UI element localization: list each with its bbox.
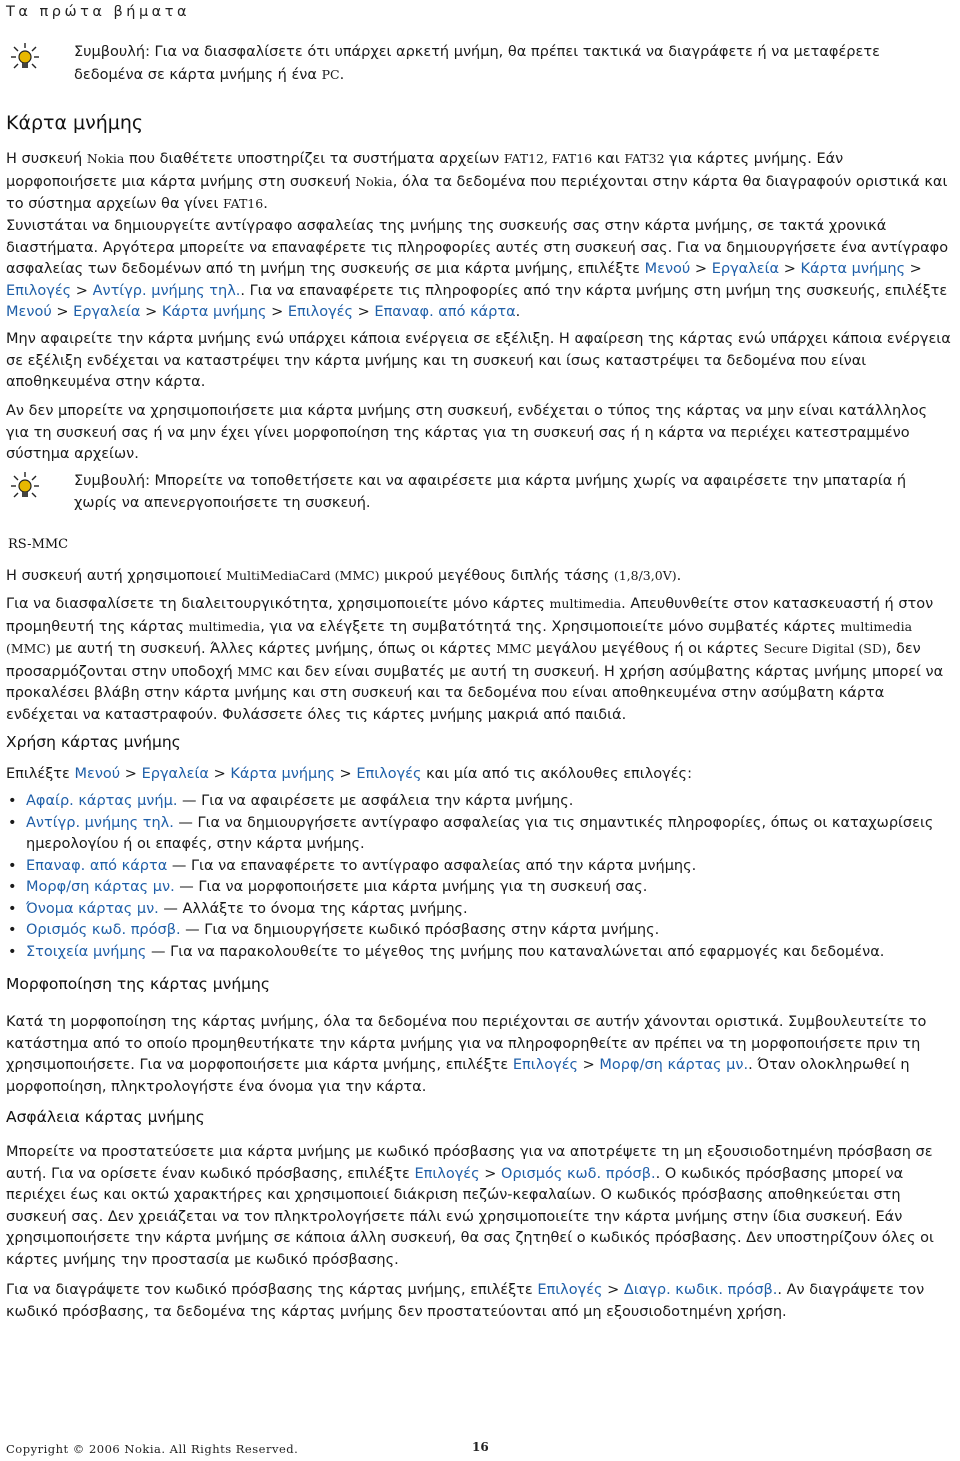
tip-label: Συμβουλή: xyxy=(74,473,150,489)
menu-path-item: Επιλογές xyxy=(287,304,354,320)
menu-path-item: Επιλογές xyxy=(6,282,72,299)
option-name: Επαναφ. από κάρτα xyxy=(26,857,168,874)
menu-path-item: Εργαλεία xyxy=(73,304,141,320)
menu-path-item: Κάρτα μνήμης xyxy=(161,304,267,320)
paragraph: Επιλέξτε Μενού > Εργαλεία > Κάρτα μνήμης > Επιλογές και μία από τις ακόλουθες επιλογές: xyxy=(6,766,692,782)
menu-path-item: Επιλογές xyxy=(512,1057,579,1073)
paragraph: Για να διαγράψετε τον κωδικό πρόσβασης της κάρτας μνήμης, επιλέξτε Επιλογές > Διαγρ. κωδικ. πρόσβ.. Αν διαγράψετε τον κωδικό πρόσβασης, τα δεδομένα της κάρτας μνήμης δεν προστατεύονται από μη εξουσιοδοτημένη χρήση. xyxy=(6,1282,925,1320)
option-name: Μορφ/ση κάρτας μν. xyxy=(26,879,175,895)
menu-path-item: Επιλογές xyxy=(356,766,422,782)
menu-path-item: Κάρτα μνήμης xyxy=(800,261,906,277)
paragraph: Μπορείτε να προστατεύσετε μια κάρτα μνήμης με κωδικό πρόσβασης για να αποτρέψετε τη μη εξουσιοδοτημένη πρόσβαση σε αυτή. Για να ορίσετε έναν κωδικό πρόσβασης, επιλέξτε Επιλογές > Ορισμός κωδ. πρόσβ.. Ο κωδικός πρόσβασης μπορεί να περιέχει έως και οκτώ χαρακτήρες και χρησιμοποιεί διάκριση πεζών-κεφαλαίων. Ο κωδικός πρόσβασης αποθηκεύεται στη συσκευή σας. Δεν χρειάζεται να τον πληκτρολογήσετε πάλι ενώ χρησιμοποιείτε την κάρτα μνήμης στην ίδια συσκευή. Εάν χρησιμοποιήσετε την κάρτα μνήμης σε κάποια άλλη συσκευή, θα σας ζητηθεί ο κωδικός πρόσβασης. Δεν υποστηρίζουν όλες οι κάρτες μνήμης την προστασία με κωδικό πρόσβασης. xyxy=(6,1144,934,1268)
paragraph: Για να διασφαλίσετε τη διαλειτουργικότητα, χρησιμοποιείτε μόνο κάρτες multimedia. Απευθυνθείτε στον κατασκευαστή ή στον προμηθευτή της κάρτας multimedia, για να ελέγξετε τη συμβατότητά της. Χρησιμοποιείτε μόνο συμβατές κάρτες multimedia (MMC) με αυτή τη συσκευή. Άλλες κάρτες μνήμης, όπως οι κάρτες MMC μεγάλου μεγέθους ή οι κάρτες Secure Digital (SD), δεν προσαρμόζονται στην υποδοχή MMC και δεν είναι συμβατές με αυτή τη συσκευή. Η χρήση ασύμβατης κάρτας μνήμης μπορεί να προκαλέσει βλάβη στην κάρτα μνήμης και στη συσκευή και τα δεδομένα που είναι αποθηκευμένα στην ασύμβατη κάρτα ενδέχεται να καταστραφούν. Φυλάσσετε όλες τις κάρτες μνήμης μακριά από παιδιά. xyxy=(6,596,944,723)
paragraph: Αν δεν μπορείτε να χρησιμοποιήσετε μια κάρτα μνήμης στη συσκευή, ενδέχεται ο τύπος της κάρτας να μην είναι κατάλληλος για τη συσκευή σας ή να μην έχει γίνει μορφοποίηση της κάρτας για τη συσκευή σας ή η κάρτα να περιέχει κατεστραμμένο σύστημα αρχείων. xyxy=(6,403,928,462)
option-name: Ορισμός κωδ. πρόσβ. xyxy=(26,922,181,938)
menu-path-item: Μορφ/ση κάρτας μν. xyxy=(599,1057,749,1073)
option-name: Όνομα κάρτας μν. xyxy=(26,900,159,917)
lightbulb-icon xyxy=(10,471,40,503)
option-name: Αφαίρ. κάρτας μνήμ. xyxy=(26,793,178,809)
menu-path-item: Μενού xyxy=(6,304,52,320)
menu-path-item: Κάρτα μνήμης xyxy=(230,766,335,782)
option-list xyxy=(6,791,952,963)
subsection-title: Ασφάλεια κάρτας μνήμης xyxy=(6,1108,205,1126)
option-name: Αντίγρ. μνήμης τηλ. xyxy=(26,814,174,831)
lightbulb-icon xyxy=(10,42,40,74)
list-item: • Όνομα κάρτας μν. — Αλλάξτε το όνομα της κάρτας μνήμης. xyxy=(6,899,952,921)
menu-path-item: Διαγρ. κωδικ. πρόσβ. xyxy=(623,1282,778,1298)
menu-path-item: Εργαλεία xyxy=(141,766,209,782)
section-title: Κάρτα μνήμης xyxy=(6,112,144,134)
list-item: • Ορισμός κωδ. πρόσβ. — Για να δημιουργήσετε κωδικό πρόσβασης στην κάρτα μνήμης. xyxy=(6,920,952,942)
menu-path-item: Αντίγρ. μνήμης τηλ. xyxy=(92,282,241,299)
list-item: • Επαναφ. από κάρτα — Για να επαναφέρετε το αντίγραφο ασφαλείας από την κάρτα μνήμης. xyxy=(6,856,952,878)
menu-path-item: Επιλογές xyxy=(537,1282,603,1298)
copyright: Copyright © 2006 Nokia. All Rights Reserved. xyxy=(6,1442,299,1456)
side-heading: RS-MMC xyxy=(8,537,69,552)
tip-label: Συμβουλή: xyxy=(74,44,150,60)
subsection-title: Χρήση κάρτας μνήμης xyxy=(6,733,181,751)
paragraph: Η συσκευή αυτή χρησιμοποιεί MultiMediaCard (MMC) μικρού μεγέθους διπλής τάσης (1,8/3,0V). xyxy=(6,568,682,584)
option-name: Στοιχεία μνήμης xyxy=(26,943,147,960)
paragraph: Συνιστάται να δημιουργείτε αντίγραφο ασφαλείας της μνήμης της συσκευής σας στην κάρτα μνήμης, σε τακτά χρονικά διαστήματα. Αργότερα μπορείτε να επαναφέρετε τις πληροφορίες αυτές στη συσκευή σας. Για να δημιουργήσετε ένα αντίγραφο ασφαλείας των δεδομένων από τη μνήμη της συσκευής σε μια κάρτα μνήμης, επιλέξτε Μενού > Εργαλεία > Κάρτα μνήμης > Επιλογές > Αντίγρ. μνήμης τηλ.. Για να επαναφέρετε τις πληροφορίες από την κάρτα μνήμης στη μνήμη της συσκευής, επιλέξτε Μενού > Εργαλεία > Κάρτα μνήμης > Επιλογές > Επαναφ. από κάρτα. xyxy=(6,218,949,320)
list-item: • Αφαίρ. κάρτας μνήμ. — Για να αφαιρέσετε με ασφάλεια την κάρτα μνήμης. xyxy=(6,791,952,813)
list-item: • Μορφ/ση κάρτας μν. — Για να μορφοποιήσετε μια κάρτα μνήμης για τη συσκευή σας. xyxy=(6,877,952,899)
chapter-header: Τα πρώτα βήματα xyxy=(6,4,191,20)
list-item: • Αντίγρ. μνήμης τηλ. — Για να δημιουργήσετε αντίγραφο ασφαλείας για τις σημαντικές πληροφορίες, όπως οι καταχωρίσεις ημερολογίου ή οι επαφές, στην κάρτα μνήμης. xyxy=(6,813,952,856)
menu-path-item: Μενού xyxy=(74,766,121,782)
paragraph: Μην αφαιρείτε την κάρτα μνήμης ενώ υπάρχει κάποια ενέργεια σε εξέλιξη. Η αφαίρεση της κάρτας ενώ υπάρχει κάποια ενέργεια σε εξέλιξη ενδέχεται να καταστρέψει την κάρτα μνήμης και τη συσκευή και ίσως καταστρέψει τα δεδομένα που είναι αποθηκευμένα στην κάρτα. xyxy=(6,331,951,390)
menu-path-item: Επαναφ. από κάρτα xyxy=(374,304,516,320)
menu-path-item: Επιλογές xyxy=(414,1165,480,1182)
paragraph: Κατά τη μορφοποίηση της κάρτας μνήμης, όλα τα δεδομένα που περιέχονται σε αυτήν χάνονται οριστικά. Συμβουλευτείτε το κατάστημα από το οποίο προμηθευτήκατε την κάρτα μνήμης για να πληροφορηθείτε αν πρέπει να τη μορφοποιήσετε πριν τη χρησιμοποιήσετε. Για να μορφοποιήσετε μια κάρτα μνήμης, επιλέξτε Επιλογές > Μορφ/ση κάρτας μν.. Όταν ολοκληρωθεί η μορφοποίηση, πληκτρολογήστε ένα όνομα για την κάρτα. xyxy=(6,1014,927,1095)
tip-text: Συμβουλή: Για να διασφαλίσετε ότι υπάρχει αρκετή μνήμη, θα πρέπει τακτικά να διαγράφετε ή να μεταφέρετε δεδομένα σε κάρτα μνήμης ή ένα PC. xyxy=(74,44,880,83)
paragraph: Η συσκευή Nokia που διαθέτετε υποστηρίζει τα συστήματα αρχείων FAT12, FAT16 και FAT32 για κάρτες μνήμης. Εάν μορφοποιήσετε μια κάρτα μνήμης στη συσκευή Nokia, όλα τα δεδομένα που περιέχονται στην κάρτα θα διαγραφούν οριστικά και το σύστημα αρχείων θα γίνει FAT16. xyxy=(6,151,948,212)
menu-path-item: Εργαλεία xyxy=(711,261,780,277)
list-item: • Στοιχεία μνήμης — Για να παρακολουθείτε το μέγεθος της μνήμης που καταναλώνεται από εφαρμογές και δεδομένα. xyxy=(6,942,952,964)
subsection-title: Μορφοποίηση της κάρτας μνήμης xyxy=(6,975,270,993)
menu-path-item: Ορισμός κωδ. πρόσβ. xyxy=(501,1165,656,1182)
tip-text: Συμβουλή: Μπορείτε να τοποθετήσετε και να αφαιρέσετε μια κάρτα μνήμης χωρίς να αφαιρέσετε την μπαταρία ή χωρίς να απενεργοποιήσετε τη συσκευή. xyxy=(74,473,907,511)
menu-path-item: Μενού xyxy=(644,261,691,277)
page-number: 16 xyxy=(472,1440,489,1454)
